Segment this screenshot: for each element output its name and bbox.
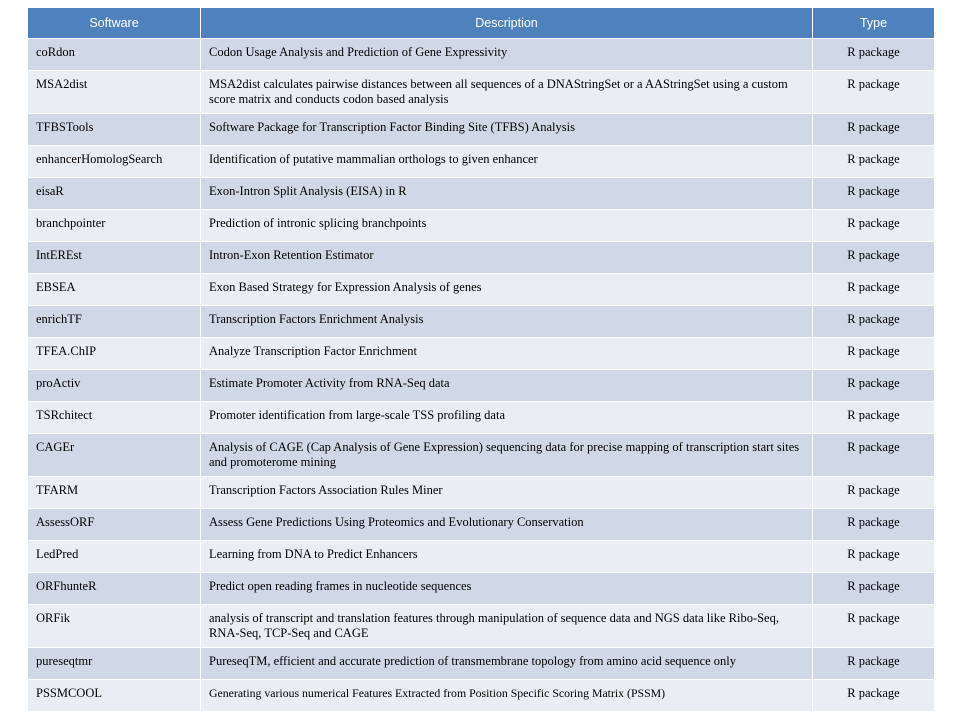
software-cell: PSSMCOOL [28, 679, 201, 711]
description-cell: Exon-Intron Split Analysis (EISA) in R [201, 177, 813, 209]
type-cell: R package [813, 177, 935, 209]
type-cell: R package [813, 70, 935, 113]
table-row [28, 273, 935, 305]
type-cell: R package [813, 476, 935, 508]
table-row [28, 433, 935, 476]
software-cell: CAGEr [28, 433, 201, 476]
type-cell: R package [813, 241, 935, 273]
software-cell: TFARM [28, 476, 201, 508]
table-row [28, 70, 935, 113]
table-row [28, 476, 935, 508]
table-row [28, 113, 935, 145]
type-cell: R package [813, 305, 935, 337]
type-cell: R package [813, 369, 935, 401]
header-software: Software [28, 8, 201, 38]
description-cell: Transcription Factors Association Rules Miner [201, 476, 813, 508]
software-cell: coRdon [28, 38, 201, 70]
type-cell: R package [813, 337, 935, 369]
type-cell: R package [813, 113, 935, 145]
software-cell: TFEA.ChIP [28, 337, 201, 369]
software-cell: EBSEA [28, 273, 201, 305]
description-cell: Codon Usage Analysis and Prediction of Gene Expressivity [201, 38, 813, 70]
header-description: Description [201, 8, 813, 38]
type-cell: R package [813, 572, 935, 604]
software-cell: ORFik [28, 604, 201, 647]
table-row [28, 209, 935, 241]
type-cell: R package [813, 145, 935, 177]
type-cell: R package [813, 508, 935, 540]
software-cell: LedPred [28, 540, 201, 572]
description-cell: Estimate Promoter Activity from RNA-Seq data [201, 369, 813, 401]
table-row [28, 604, 935, 647]
table-row [28, 145, 935, 177]
description-cell: Generating various numerical Features Extracted from Position Specific Scoring Matrix (PSSM) [201, 679, 813, 711]
description-cell: analysis of transcript and translation features through manipulation of sequence data and NGS data like Ribo-Seq, RNA-Seq, TCP-Seq and CAGE [201, 604, 813, 647]
type-cell: R package [813, 273, 935, 305]
type-cell: R package [813, 209, 935, 241]
type-cell: R package [813, 647, 935, 679]
software-cell: enrichTF [28, 305, 201, 337]
type-cell: R package [813, 679, 935, 711]
description-cell: MSA2dist calculates pairwise distances between all sequences of a DNAStringSet or a AAStringSet using a custom score matrix and conducts codon based analysis [201, 70, 813, 113]
software-table [27, 8, 935, 712]
type-cell: R package [813, 401, 935, 433]
table-row [28, 177, 935, 209]
type-cell: R package [813, 540, 935, 572]
description-cell: Analysis of CAGE (Cap Analysis of Gene Expression) sequencing data for precise mapping of transcription start sites and promoterome mining [201, 433, 813, 476]
table-row [28, 572, 935, 604]
description-cell: Software Package for Transcription Factor Binding Site (TFBS) Analysis [201, 113, 813, 145]
table-row [28, 305, 935, 337]
description-cell: Prediction of intronic splicing branchpoints [201, 209, 813, 241]
description-cell: Predict open reading frames in nucleotide sequences [201, 572, 813, 604]
description-cell: Analyze Transcription Factor Enrichment [201, 337, 813, 369]
table-row [28, 647, 935, 679]
type-cell: R package [813, 433, 935, 476]
software-cell: TSRchitect [28, 401, 201, 433]
software-cell: pureseqtmr [28, 647, 201, 679]
description-cell: Transcription Factors Enrichment Analysis [201, 305, 813, 337]
table-row [28, 241, 935, 273]
description-cell: Identification of putative mammalian orthologs to given enhancer [201, 145, 813, 177]
table-row [28, 401, 935, 433]
software-cell: eisaR [28, 177, 201, 209]
table-row [28, 369, 935, 401]
software-cell: AssessORF [28, 508, 201, 540]
description-cell: Assess Gene Predictions Using Proteomics and Evolutionary Conservation [201, 508, 813, 540]
table-header-row [28, 8, 935, 38]
software-cell: TFBSTools [28, 113, 201, 145]
type-cell: R package [813, 38, 935, 70]
table-row [28, 337, 935, 369]
table-row [28, 540, 935, 572]
software-cell: ORFhunteR [28, 572, 201, 604]
description-cell: PureseqTM, efficient and accurate prediction of transmembrane topology from amino acid sequence only [201, 647, 813, 679]
software-cell: MSA2dist [28, 70, 201, 113]
type-cell: R package [813, 604, 935, 647]
software-cell: enhancerHomologSearch [28, 145, 201, 177]
table-row [28, 38, 935, 70]
header-type: Type [813, 8, 935, 38]
software-cell: proActiv [28, 369, 201, 401]
description-cell: Intron-Exon Retention Estimator [201, 241, 813, 273]
software-cell: branchpointer [28, 209, 201, 241]
description-cell: Learning from DNA to Predict Enhancers [201, 540, 813, 572]
table-row [28, 679, 935, 711]
description-cell: Exon Based Strategy for Expression Analysis of genes [201, 273, 813, 305]
software-cell: IntEREst [28, 241, 201, 273]
table-row [28, 508, 935, 540]
description-cell: Promoter identification from large-scale TSS profiling data [201, 401, 813, 433]
